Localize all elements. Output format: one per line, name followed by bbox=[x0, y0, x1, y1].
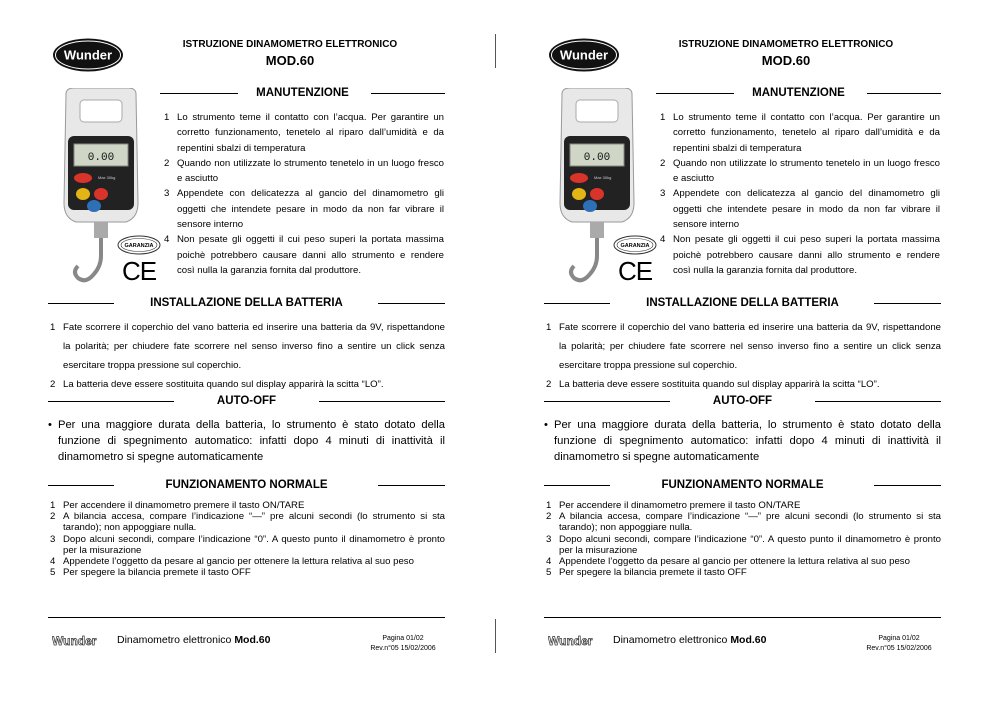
document-title: ISTRUZIONE DINAMOMETRO ELETTRONICO bbox=[678, 39, 894, 50]
list-item: 1 Per accendere il dinamometro premere il tasto ON/TARE bbox=[50, 500, 305, 511]
list-item: 1 Fate scorrere il coperchio del vano batteria ed inserire una batteria da 9V, rispettandone la polarità; per chiudere fate scorrere nel senso inverso fino a sentire un click senza esercitare troppa pressione sul coperchio. bbox=[546, 322, 941, 371]
footer-title: Dinamometro elettronico Mod.60 bbox=[117, 634, 271, 646]
list-item: 2 Quando non utilizzate lo strumento tenetelo in un luogo fresco e asciutto bbox=[660, 157, 940, 185]
section-heading-manutenzione: MANUTENZIONE bbox=[160, 86, 445, 100]
list-item: 3 Appendete con delicatezza al gancio del dinamometro gli oggetti che intendete pesare in modo da non far vibrare il sensore interno bbox=[164, 188, 444, 231]
section-heading-batteria: INSTALLAZIONE DELLA BATTERIA bbox=[48, 296, 445, 310]
svg-text:Wunder: Wunder bbox=[52, 634, 97, 647]
section-heading-manutenzione: MANUTENZIONE bbox=[656, 86, 941, 100]
document-title: ISTRUZIONE DINAMOMETRO ELETTRONICO bbox=[182, 39, 398, 50]
section-heading-autooff: AUTO-OFF bbox=[48, 394, 445, 408]
svg-text:Wunder: Wunder bbox=[559, 47, 609, 63]
list-item: 1 Fate scorrere il coperchio del vano batteria ed inserire una batteria da 9V, rispettandone la polarità; per chiudere fate scorrere nel senso inverso fino a sentire un click senza esercitare troppa pressione sul coperchio. bbox=[50, 322, 445, 371]
manutenzione-list bbox=[660, 110, 940, 278]
batteria-list bbox=[50, 318, 445, 394]
list-item: 2 A bilancia accesa, compare l’indicazione “—” pre alcuni secondi (lo strumento si sta tarando); non appoggiare nulla. bbox=[546, 511, 941, 534]
svg-text:Max 30kg: Max 30kg bbox=[594, 175, 612, 180]
svg-text:Wunder: Wunder bbox=[548, 634, 593, 647]
footer-rule bbox=[48, 617, 445, 618]
list-item: 3 Dopo alcuni secondi, compare l’indicazione “0”. A questo punto il dinamometro è pronto per la misurazione bbox=[546, 533, 941, 556]
list-item: 2 Quando non utilizzate lo strumento tenetelo in un luogo fresco e asciutto bbox=[164, 157, 444, 185]
model-title: MOD.60 bbox=[265, 53, 315, 68]
ce-mark: CE bbox=[618, 256, 653, 286]
svg-text:0.00: 0.00 bbox=[87, 152, 115, 164]
list-item: 1 Lo strumento teme il contatto con l’acqua. Per garantire un corretto funzionamento, tenetelo al riparo dall’umidità e da repentini sbalzi di temperatura bbox=[164, 112, 444, 154]
autooff-paragraph: • Per una maggiore durata della batteria, lo strumento è stato dotato della funzione di spegnimento automatico: infatti dopo 4 minuti di inattività il dinamometro si spegne automaticamente bbox=[544, 419, 941, 463]
svg-text:0.00: 0.00 bbox=[583, 152, 611, 164]
footer-title: Dinamometro elettronico Mod.60 bbox=[613, 634, 767, 646]
model-title: MOD.60 bbox=[761, 53, 811, 68]
guarantee-badge-icon bbox=[116, 235, 162, 255]
batteria-list bbox=[546, 318, 941, 394]
footer-logo bbox=[548, 634, 600, 647]
svg-text:Max 30kg: Max 30kg bbox=[98, 175, 116, 180]
page-right bbox=[496, 0, 992, 701]
autooff-paragraph: • Per una maggiore durata della batteria, lo strumento è stato dotato della funzione di spegnimento automatico: infatti dopo 4 minuti di inattività il dinamometro si spegne automaticamente bbox=[48, 419, 445, 463]
funzionamento-list bbox=[50, 500, 445, 578]
footer-page-info: Pagina 01/02 Rev.n°05 15/02/2006 bbox=[866, 635, 932, 652]
guarantee-badge-icon bbox=[612, 235, 658, 255]
list-item: 5 Per spegere la bilancia premete il tasto OFF bbox=[546, 567, 747, 579]
list-item: 4 Non pesate gli oggetti il cui peso superi la portata massima poichè potrebbero causare danni allo strumento e rendere così nulla la garanzia fornita dal produttore. bbox=[164, 234, 444, 276]
list-item: 4 Appendete l’oggetto da pesare al gancio per ottenere la lettura relativa al suo peso bbox=[50, 556, 414, 568]
list-item: 4 Non pesate gli oggetti il cui peso superi la portata massima poichè potrebbero causare danni allo strumento e rendere così nulla la garanzia fornita dal produttore. bbox=[660, 234, 940, 276]
list-item: 2 La batteria deve essere sostituita quando sul display apparirà la scitta “LO”. bbox=[50, 379, 384, 390]
section-heading-funzionamento: FUNZIONAMENTO NORMALE bbox=[544, 478, 941, 492]
footer-logo bbox=[52, 634, 104, 647]
funzionamento-list bbox=[546, 500, 941, 578]
wunder-logo bbox=[548, 38, 620, 72]
list-item: 3 Appendete con delicatezza al gancio del dinamometro gli oggetti che intendete pesare in modo da non far vibrare il sensore interno bbox=[660, 188, 940, 231]
list-item: 4 Appendete l’oggetto da pesare al gancio per ottenere la lettura relativa al suo peso bbox=[546, 556, 910, 568]
footer-rule bbox=[544, 617, 941, 618]
wunder-logo bbox=[52, 38, 124, 72]
svg-text:Wunder: Wunder bbox=[63, 47, 113, 63]
list-item: 5 Per spegere la bilancia premete il tasto OFF bbox=[50, 567, 251, 579]
svg-text:GARANZIA: GARANZIA bbox=[124, 243, 154, 249]
section-heading-funzionamento: FUNZIONAMENTO NORMALE bbox=[48, 478, 445, 492]
footer-page-info: Pagina 01/02 Rev.n°05 15/02/2006 bbox=[370, 635, 436, 652]
list-item: 1 Lo strumento teme il contatto con l’acqua. Per garantire un corretto funzionamento, tenetelo al riparo dall’umidità e da repentini sbalzi di temperatura bbox=[660, 112, 940, 154]
svg-text:GARANZIA: GARANZIA bbox=[620, 243, 650, 249]
list-item: 1 Per accendere il dinamometro premere il tasto ON/TARE bbox=[546, 500, 801, 511]
section-heading-batteria: INSTALLAZIONE DELLA BATTERIA bbox=[544, 296, 941, 310]
list-item: 2 A bilancia accesa, compare l’indicazione “—” pre alcuni secondi (lo strumento si sta tarando); non appoggiare nulla. bbox=[50, 511, 445, 534]
manutenzione-list bbox=[164, 110, 444, 278]
ce-mark: CE bbox=[122, 256, 157, 286]
list-item: 2 La batteria deve essere sostituita quando sul display apparirà la scitta “LO”. bbox=[546, 379, 880, 390]
list-item: 3 Dopo alcuni secondi, compare l’indicazione “0”. A questo punto il dinamometro è pronto per la misurazione bbox=[50, 533, 445, 556]
section-heading-autooff: AUTO-OFF bbox=[544, 394, 941, 408]
